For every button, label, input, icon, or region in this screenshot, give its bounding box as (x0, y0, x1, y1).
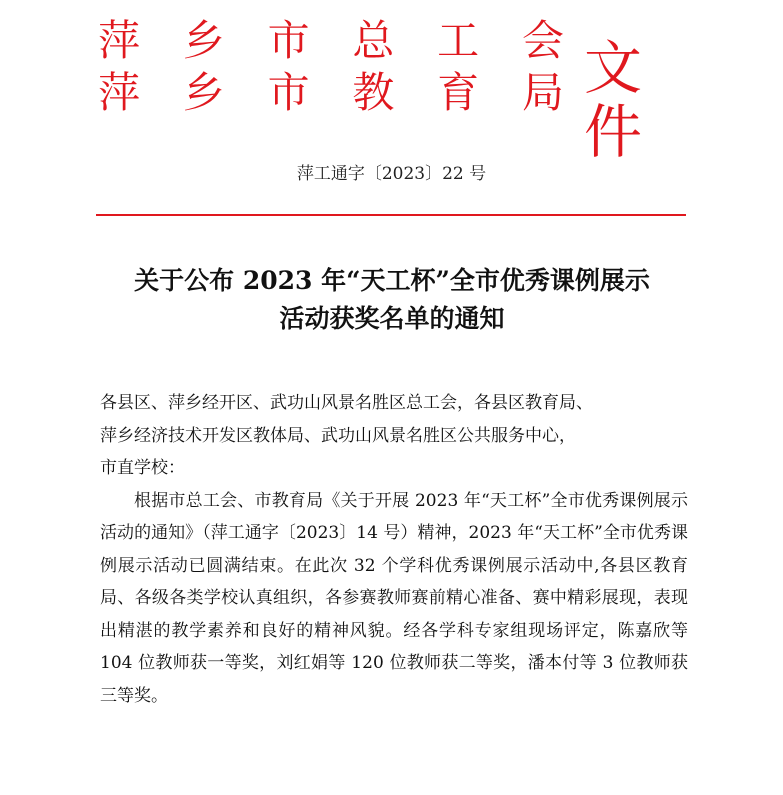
document-body (100, 387, 688, 712)
title-line-1: 关于公布 2023 年“天工杯”全市优秀课例展示 (134, 266, 650, 295)
document-number: 萍工通字〔2023〕22 号 (296, 164, 487, 184)
recipients-line-3: 市直学校： (100, 458, 185, 478)
body-paragraph: 根据市总工会、市教育局《关于开展 2023 年“天工杯”全市优秀课例展示活动的通知》（萍工通字〔2023〕14 号）精神，2023 年“天工杯”全市优秀课例展示活动已圆满结束。在此次 32 个学科优秀课例展示活动中,各县区教育局、各级各类学校认真组织，各参赛教师赛前精心准备、赛中精彩展现，表现出精湛的教学素养和良好的精神风貌。经各学科专家组现场评定，陈嘉欣等 104 位教师获一等奖，刘红娟等 120 位教师获二等奖，潘本付等 3 位教师获三等奖。 (100, 490, 688, 706)
org-char: 萍 (97, 16, 140, 65)
org-name-federation-of-trade-unions (96, 18, 566, 64)
org-char: 会 (521, 16, 564, 65)
org-char: 教 (352, 68, 395, 117)
title-line-2: 活动获奖名单的通知 (279, 304, 505, 333)
org-char: 总 (352, 16, 395, 65)
document-title (90, 262, 694, 338)
org-char: 育 (437, 68, 480, 117)
document-type-label: 文件 (584, 34, 645, 166)
document-header (96, 14, 696, 166)
red-divider-line (96, 214, 686, 216)
org-char: 市 (267, 68, 310, 117)
org-char: 萍 (97, 68, 140, 117)
org-char: 工 (437, 16, 480, 65)
org-name-education-bureau (96, 70, 566, 116)
recipients-line-2: 萍乡经济技术开发区教体局、武功山风景名胜区公共服务中心， (100, 425, 576, 446)
org-char: 市 (267, 16, 310, 65)
org-char: 局 (521, 68, 564, 117)
org-char: 乡 (182, 16, 225, 65)
recipients-line-1: 各县区、萍乡经开区、武功山风景名胜区总工会，各县区教育局、 (100, 393, 593, 413)
org-char: 乡 (182, 68, 225, 117)
